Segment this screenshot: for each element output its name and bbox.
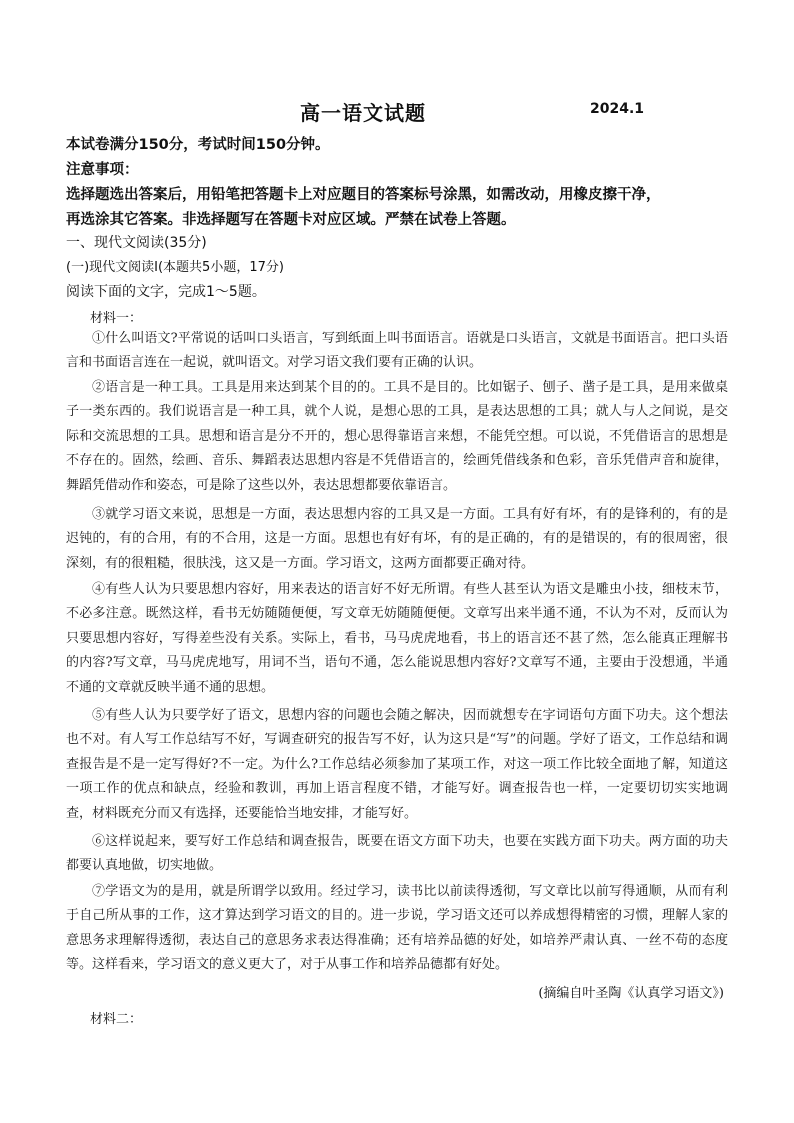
header — [0, 97, 794, 127]
reading-instruction: 阅读下面的文字，完成1～5题。 — [66, 284, 266, 300]
material-1-label: 材料一： — [90, 311, 143, 326]
section-heading: 一、现代文阅读(35分) — [66, 235, 207, 251]
material-1-paragraph-5: ⑤有些人认为只要学好了语文，思想内容的问题也会随之解决，因而就想专在字词语句方面下功夫。这个想法也不对。有人写工作总结写不好，写调查研究的报告写不好，认为这只是“写”的问题。学好了语文，工作总结和调查报告是不是一定写得好?不一定。为什么?工作总结必须参加了某项工作，对这一项工作比较全面地了解，知道这一项工作的优点和缺点，经验和教训，再加上语言程度不错，才能写好。调查报告也一样，一定要切切实实地调查，材料既充分而又有选择，还要能恰当地安排，才能写好。 — [66, 708, 728, 821]
material-1-paragraph-3: ③就学习语文来说，思想是一方面，表达思想内容的工具又是一方面。工具有好有坏，有的是锋利的，有的是迟钝的，有的合用，有的不合用，这是一方面。思想也有好有坏，有的是正确的，有的是错误的，有的很周密，很深刻，有的很粗糙，很肤浅，这又是一方面。学习语文，这两方面都要正确对待。 — [66, 507, 728, 571]
material-1-paragraph-1: ①什么叫语文?平常说的话叫口头语言，写到纸面上叫书面语言。语就是口头语言，文就是书面语言。把口头语言和书面语言连在一起说，就叫语文。对学习语文我们要有正确的认识。 — [66, 331, 728, 371]
material-1-paragraph-4: ④有些人认为只要思想内容好，用来表达的语言好不好无所谓。有些人甚至认为语文是雕虫小技，细枝末节，不必多注意。既然这样，看书无妨随随便便，写文章无妨随随便便。文章写出来半通不通，不认为不对，反而认为只要思想内容好，写得差些没有关系。实际上，看书，马马虎虎地看，书上的语言还不甚了然，怎么能真正理解书的内容?写文章，马马虎虎地写，用词不当，语句不通，怎么能说思想内容好?文章写不通，主要由于没想通，半通不通的文章就反映半通不通的思想。 — [66, 582, 728, 695]
material-1-paragraph-7: ⑦学语文为的是用，就是所谓学以致用。经过学习，读书比以前读得透彻，写文章比以前写得通顺，从而有利于自己所从事的工作，这才算达到学习语文的目的。进一步说，学习语文还可以养成想得精密的习惯，理解人家的意思务求理解得透彻，表达自己的意思务求表达得准确；还有培养品德的好处，如培养严肃认真、一丝不苟的态度等。这样看来，学习语文的意义更大了，对于从事工作和培养品德都有好处。 — [66, 884, 728, 973]
exam-date: 2024.1 — [590, 101, 645, 117]
material-1-paragraph-6: ⑥这样说起来，要写好工作总结和调查报告，既要在语文方面下功夫，也要在实践方面下功夫。两方面的功夫都要认真地做，切实地做。 — [66, 834, 728, 874]
notice-line-2: 再选涂其它答案。非选择题写在答题卡对应区域。严禁在试卷上答题。 — [66, 212, 516, 228]
notice-line-1: 选择题选出答案后，用铅笔把答题卡上对应题目的答案标号涂黑，如需改动，用橡皮擦干净， — [66, 187, 661, 203]
material-1-paragraph-2: ②语言是一种工具。工具是用来达到某个目的的。工具不是目的。比如锯子、刨子、凿子是工具，是用来做桌子一类东西的。我们说语言是一种工具，就个人说，是想心思的工具，是表达思想的工具；就人与人之间说，是交际和交流思想的工具。思想和语言是分不开的，想心思得靠语言来想，不能凭空想。可以说，不凭借语言的思想是不存在的。固然，绘画、音乐、舞蹈表达思想内容是不凭借语言的，绘画凭借线条和色彩，音乐凭借声音和旋律，舞蹈凭借动作和姿态，可是除了这些以外，表达思想都要依靠语言。 — [66, 380, 728, 493]
material-1-source: (摘编自叶圣陶《认真学习语文》) — [538, 986, 724, 1001]
page-title: 高一语文试题 — [300, 101, 426, 125]
material-2-label: 材料二： — [90, 1012, 143, 1027]
exam-info: 本试卷满分150分，考试时间150分钟。 — [66, 137, 330, 153]
notice-title: 注意事项： — [66, 162, 139, 178]
sub-section-heading: (一)现代文阅读Ⅰ(本题共5小题，17分) — [66, 260, 284, 275]
